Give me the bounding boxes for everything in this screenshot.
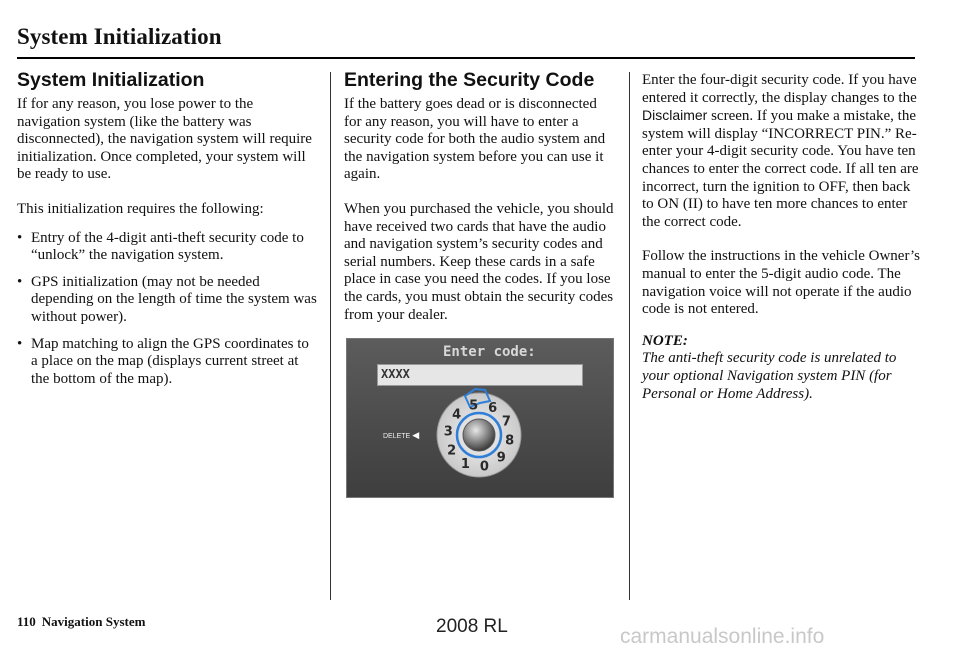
dial-digit-1: 1 <box>460 456 470 472</box>
paragraph: If the battery goes dead or is disconnected for any reason, you will have to enter a security code for both the audio system and the navigation system before you can use it again. <box>344 96 606 183</box>
back-arrow-icon: ◀ <box>412 430 420 440</box>
section-heading: Entering the Security Code <box>344 69 595 91</box>
section-heading: System Initialization <box>17 69 205 91</box>
text-run: Enter the four-digit security code. If you have entered it correctly, the display changes to the <box>642 72 917 106</box>
paragraph: If for any reason, you lose power to the navigation system (like the battery was disconnected), the navigation system will require initialization. Once completed, your system will be ready to use. <box>17 96 312 183</box>
disclaimer-term: Disclaimer <box>642 107 708 124</box>
requirements-list <box>17 230 317 389</box>
dial-digit-3: 3 <box>443 424 453 440</box>
paragraph: This initialization requires the following: <box>17 200 264 217</box>
column-security-code <box>344 68 616 324</box>
vehicle-model: 2008 RL <box>436 616 508 637</box>
column-divider <box>330 72 331 600</box>
column-system-initialization <box>17 68 317 397</box>
dial-digit-4: 4 <box>452 407 462 423</box>
paragraph: When you purchased the vehicle, you should have received two cards that have the audio and navigation system’s security codes and serial numbers. Keep these cards in a safe place in case you need the codes. If you lose the cards, you must obtain the security codes from your dealer. <box>344 200 614 323</box>
page-title: System Initialization <box>17 24 222 49</box>
dial-digit-6: 6 <box>488 401 498 417</box>
watermark: carmanualsonline.info <box>620 625 825 648</box>
dial-digit-2: 2 <box>447 443 457 459</box>
footer <box>17 614 145 630</box>
list-item: • Map matching to align the GPS coordinates to a place on the map (displays current street at the bottom of the map). <box>17 336 317 389</box>
dial-digit-5: 5 <box>469 398 479 414</box>
note-label: NOTE: <box>642 332 688 349</box>
dial-digit-8: 8 <box>505 433 515 449</box>
note-body: The anti-theft security code is unrelated to your optional Navigation system PIN (for Personal or Home Address). <box>642 350 897 402</box>
digit-dial <box>347 339 613 497</box>
list-item: • Entry of the 4-digit anti-theft security code to “unlock” the navigation system. <box>17 230 317 265</box>
page-number: 110 <box>17 614 36 629</box>
manual-title: Navigation System <box>41 614 146 629</box>
dial-digit-9: 9 <box>496 450 506 466</box>
enter-code-screenshot <box>346 338 614 498</box>
list-item: • GPS initialization (may not be needed depending on the length of time the system was without power). <box>17 274 317 327</box>
text-run: screen. If you make a mistake, the system will display “INCORRECT PIN.” Re-enter your 4-digit security code. You have ten chances to enter the correct code. If all ten are incorrect, turn the ignition to OFF, then back to ON (II) to have ten more chances to enter the correct code. <box>642 108 919 230</box>
paragraph <box>642 72 920 231</box>
delete-label: DELETE <box>383 433 411 440</box>
column-divider <box>629 72 630 600</box>
dial-digit-0: 0 <box>479 459 489 475</box>
paragraph: Follow the instructions in the vehicle Owner’s manual to enter the 5-digit audio code. The navigation voice will not operate if the audio code is not entered. <box>642 248 921 318</box>
dial-digit-7: 7 <box>501 414 511 430</box>
header-rule <box>17 57 915 59</box>
column-instructions <box>642 72 920 403</box>
code-value: XXXX <box>381 367 410 381</box>
dial-knob <box>463 419 495 451</box>
screen-title: Enter code: <box>443 344 536 360</box>
